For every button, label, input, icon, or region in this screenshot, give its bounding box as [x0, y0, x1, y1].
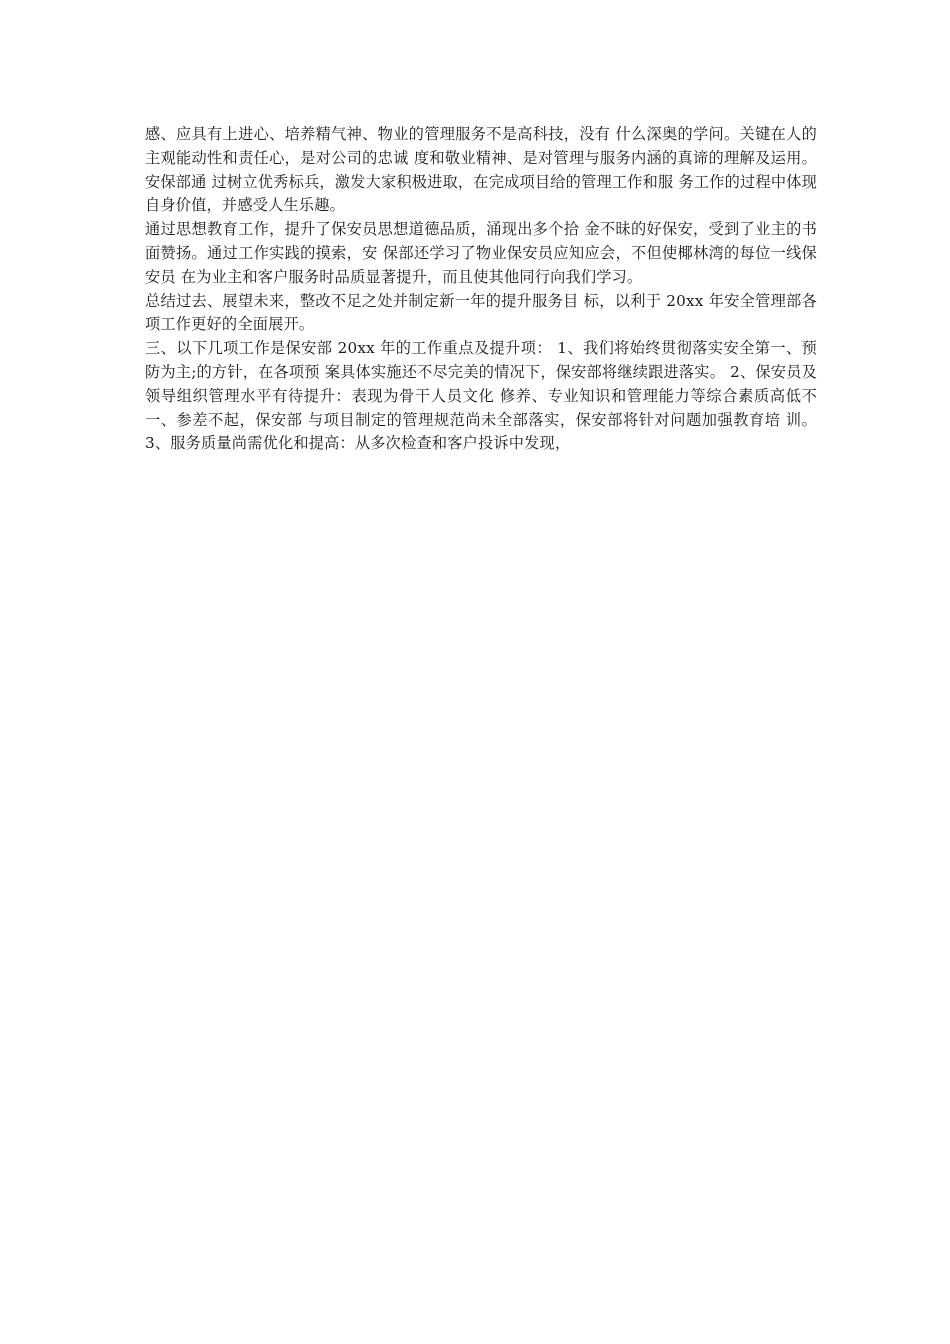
paragraph-4: 三、以下几项工作是保安部 20xx 年的工作重点及提升项： 1、我们将始终贯彻落实安全第一、预防为主;的方针，在各项预 案具体实施还不尽完美的情况下，保安部将继续跟进落实。 2、保安员及领导组织管理水平有待提升：表现为骨干人员文化 修养、专业知识和管理能力等综合素质高低不一、参差不起，保安部 与项目制定的管理规范尚未全部落实，保安部将针对问题加强教育培 训。 3、服务质量尚需优化和提高：从多次检查和客户投诉中发现， — [145, 339, 817, 453]
paragraph-2: 通过思想教育工作，提升了保安员思想道德品质，涌现出多个拾 金不昧的好保安，受到了业主的书面赞扬。通过工作实践的摸索，安 保部还学习了物业保安员应知应会，不但使椰林湾的每位一线保安员 在为业主和客户服务时品质显著提升，而且使其他同行向我们学习。 — [145, 220, 817, 286]
document-body — [145, 123, 817, 456]
paragraph-1: 感、应具有上进心、培养精气神、物业的管理服务不是高科技，没有 什么深奥的学问。关键在人的主观能动性和责任心，是对公司的忠诚 度和敬业精神、是对管理与服务内涵的真谛的理解及运用。安保部通 过树立优秀标兵，激发大家积极进取，在完成项目给的管理工作和服 务工作的过程中体现自身价值，并感受人生乐趣。 — [145, 125, 817, 215]
paragraph-3: 总结过去、展望未来，整改不足之处并制定新一年的提升服务目 标，以利于 20xx 年安全管理部各项工作更好的全面展开。 — [145, 291, 817, 334]
